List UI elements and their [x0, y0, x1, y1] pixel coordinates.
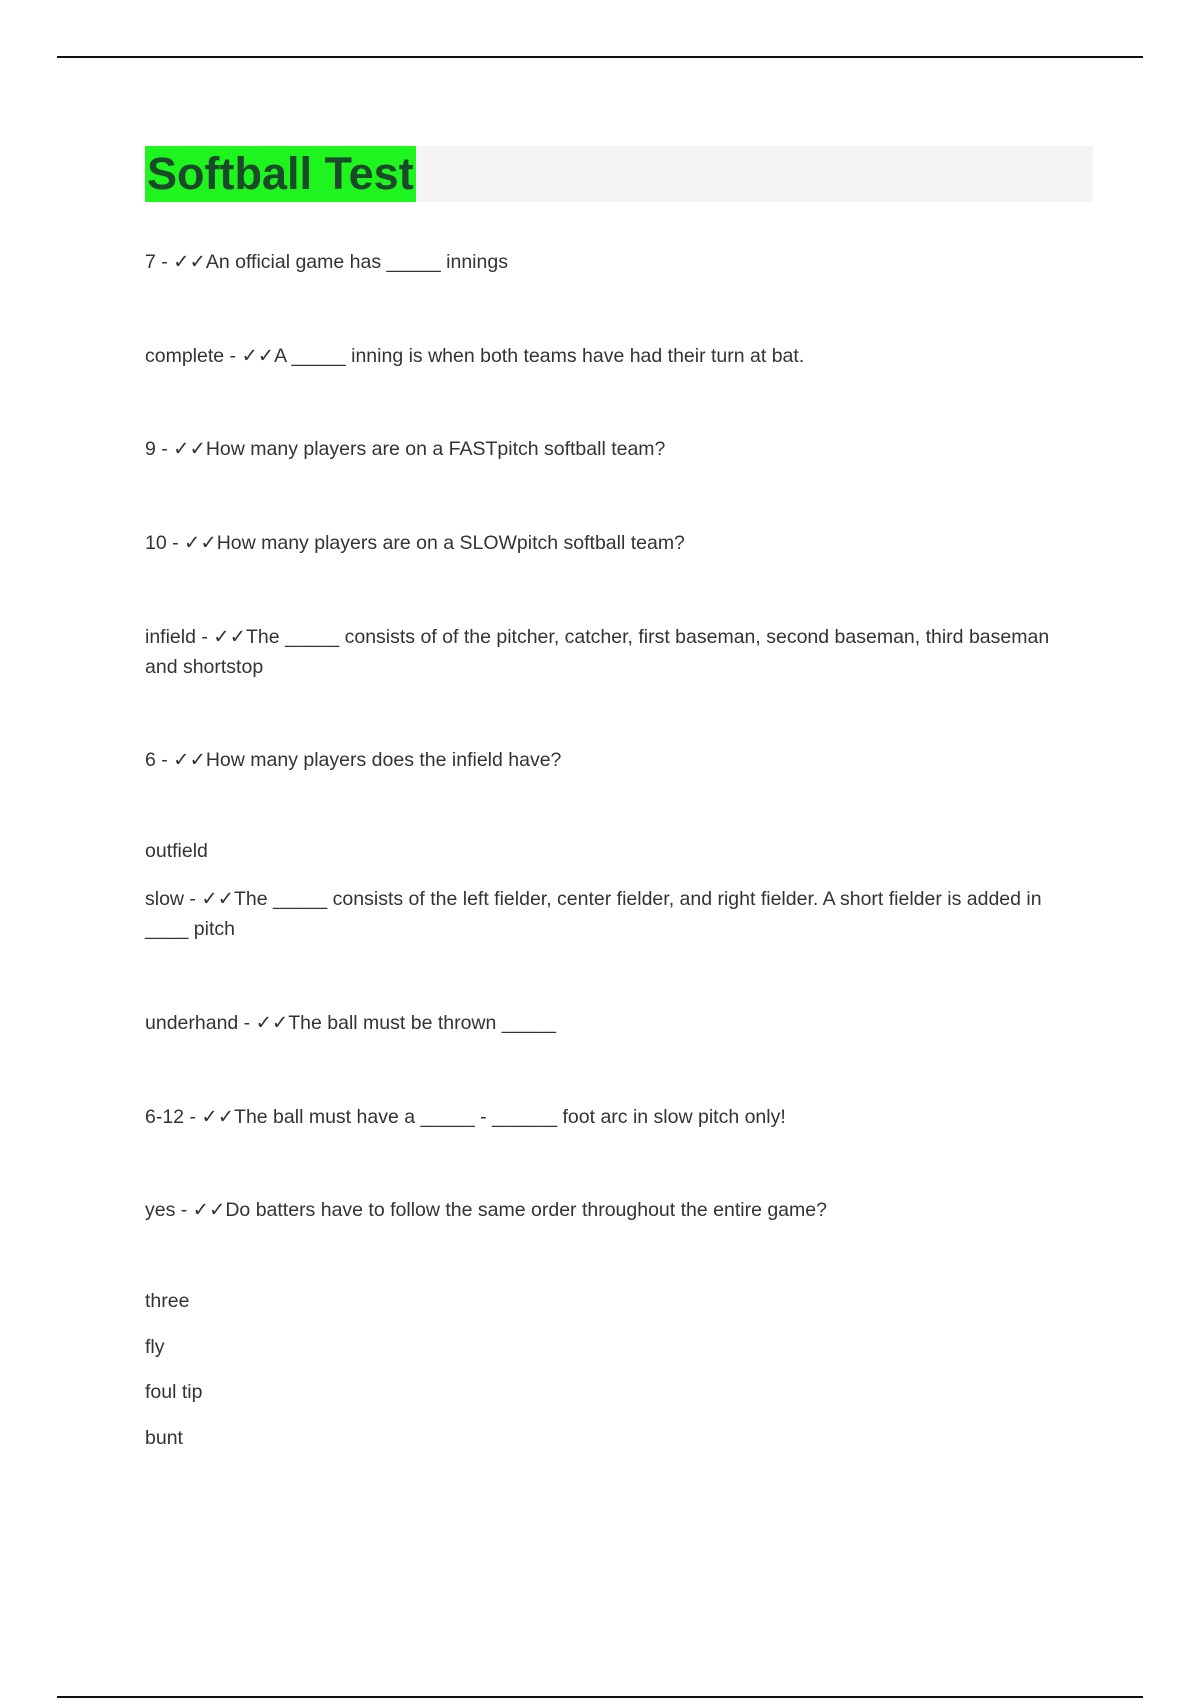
bottom-rule [57, 1696, 1143, 1698]
list-item: 6 - ✓✓How many players does the infield have? [145, 749, 562, 771]
list-item: 6-12 - ✓✓The ball must have a _____ - ______ foot arc in slow pitch only! [145, 1106, 786, 1128]
list-item: bunt [145, 1427, 183, 1449]
list-item: infield - ✓✓The _____ consists of of the pitcher, catcher, first baseman, second baseman, third baseman and shortstop [145, 626, 1050, 678]
list-item: complete - ✓✓A _____ inning is when both teams have had their turn at bat. [145, 345, 805, 367]
list-item: outfield [145, 840, 208, 862]
top-rule [57, 56, 1143, 58]
page-title: Softball Test [145, 146, 416, 202]
list-item: 10 - ✓✓How many players are on a SLOWpitch softball team? [145, 532, 685, 554]
list-item: 7 - ✓✓An official game has _____ innings [145, 251, 508, 273]
list-item: 9 - ✓✓How many players are on a FASTpitch softball team? [145, 438, 666, 460]
list-item: slow - ✓✓The _____ consists of the left fielder, center fielder, and right fielder. A short fielder is added in ____ pitch [145, 888, 1042, 940]
list-item: three [145, 1290, 190, 1312]
list-item: yes - ✓✓Do batters have to follow the same order throughout the entire game? [145, 1199, 827, 1221]
list-item: fly [145, 1336, 165, 1358]
list-item: underhand - ✓✓The ball must be thrown _____ [145, 1012, 557, 1034]
list-item: foul tip [145, 1381, 203, 1403]
